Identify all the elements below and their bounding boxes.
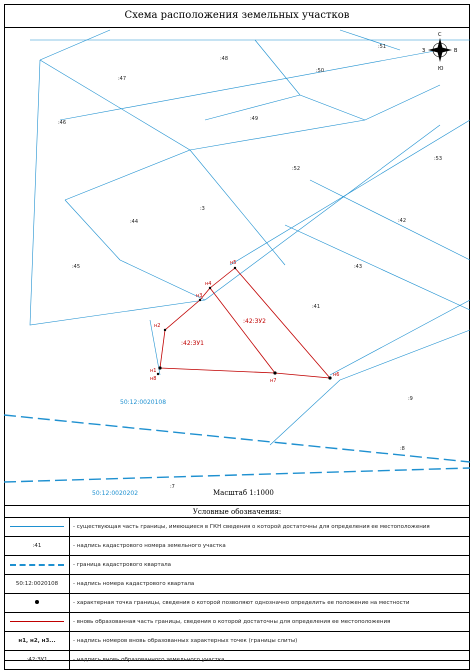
- boundary: [330, 300, 470, 375]
- parcel-label: :46: [58, 120, 67, 126]
- boundary: [285, 225, 470, 310]
- legend-row: [5, 632, 470, 651]
- parcel-label: :44: [130, 219, 139, 225]
- parcel-label: :48: [220, 56, 229, 62]
- point-h1: [158, 366, 161, 369]
- legend-row: [5, 518, 470, 537]
- existing-line-symbol: [10, 526, 64, 527]
- parcel-label: :50: [316, 68, 325, 74]
- legend-row: [5, 651, 470, 670]
- legend-symbol: [5, 556, 70, 575]
- point-h2: [164, 329, 166, 331]
- point-label: н6: [333, 372, 340, 378]
- boundary: [270, 380, 340, 445]
- point-label: н5: [230, 260, 237, 266]
- block-number: 50:12:0020202: [92, 490, 139, 497]
- parcel-label: :49: [250, 116, 259, 122]
- parcel-label: :45: [72, 264, 81, 270]
- legend-text: - характерная точка границы, сведения о которой позволяют однозначно определить ее положение на местности: [70, 594, 470, 613]
- block-number: 50:12:0020108: [120, 399, 167, 406]
- legend: [4, 505, 470, 661]
- parcel-label: :47: [118, 76, 127, 82]
- legend-row: [5, 594, 470, 613]
- legend-symbol: 50:12:0020108: [5, 575, 70, 594]
- new-parcel-label: :42:ЗУ2: [243, 318, 266, 325]
- legend-row: [5, 556, 470, 575]
- legend-row: [5, 537, 470, 556]
- compass-needle-horizontal: [428, 47, 452, 53]
- legend-row: [5, 613, 470, 632]
- point-label: н1: [150, 368, 157, 374]
- compass-n: С: [438, 32, 442, 38]
- parcel-label: :8: [400, 446, 405, 452]
- parcel-label: :43: [354, 264, 363, 270]
- parcel-label: :9: [408, 396, 413, 402]
- boundary: [60, 50, 440, 120]
- boundary: [65, 200, 120, 260]
- legend-row: [5, 575, 470, 594]
- legend-text: - существующая часть границы, имеющиеся в ГКН сведения о которой достаточны для определения ее местоположения: [70, 518, 470, 537]
- legend-text: - надпись номеров вновь образованных характерных точек (границы слиты): [70, 632, 470, 651]
- point-label: н3: [196, 293, 203, 299]
- boundary: [30, 60, 205, 325]
- point-h8: [157, 373, 159, 375]
- point-symbol: [35, 600, 39, 604]
- legend-text: - граница кадастрового квартала: [70, 556, 470, 575]
- compass-w: З: [422, 48, 426, 54]
- boundary: [65, 150, 285, 265]
- point-h5: [234, 267, 236, 269]
- point-h4: [209, 287, 211, 289]
- boundary: [40, 30, 110, 60]
- legend-symbol: [5, 613, 70, 632]
- block-border: [4, 415, 470, 462]
- boundary: [255, 40, 365, 120]
- legend-symbol: [5, 518, 70, 537]
- point-label: н7: [270, 378, 277, 384]
- legend-symbol: :42:ЗУ1: [5, 651, 70, 670]
- compass-s: Ю: [438, 66, 444, 72]
- point-h6: [328, 376, 331, 379]
- north-arrow: [422, 32, 458, 72]
- legend-text: - вновь образованная часть границы, сведения о которой достаточны для определения ее местоположения: [70, 613, 470, 632]
- parcel-label: :7: [170, 484, 175, 490]
- legend-text: - надпись кадастрового номера земельного участка: [70, 537, 470, 556]
- point-label: н8: [150, 376, 157, 382]
- parcel-label: :42: [398, 218, 407, 224]
- parcel-label: :3: [200, 206, 205, 212]
- parcel-label: :52: [292, 166, 301, 172]
- point-h3: [199, 299, 201, 301]
- legend-symbol: [5, 594, 70, 613]
- boundary: [40, 60, 190, 150]
- point-h7: [273, 371, 276, 374]
- new-boundary: [210, 288, 275, 373]
- boundary: [190, 85, 440, 150]
- boundary: [120, 260, 205, 300]
- block-border: [4, 468, 470, 482]
- legend-symbol: :41: [5, 537, 70, 556]
- legend-table: [4, 517, 470, 670]
- parcel-label: :51: [378, 44, 387, 50]
- parcel-label: :41: [312, 304, 321, 310]
- legend-text: - надпись номера кадастрового квартала: [70, 575, 470, 594]
- boundary: [310, 180, 470, 260]
- point-label: н2: [154, 323, 161, 329]
- existing-boundaries: [30, 30, 470, 445]
- scale-label: Масштаб 1:1000: [213, 489, 274, 497]
- legend-title: Условные обозначения:: [4, 505, 470, 517]
- compass-e: В: [454, 48, 458, 54]
- legend-symbol: н1, н2, н3...: [5, 632, 70, 651]
- new-line-symbol: [10, 621, 64, 622]
- parcel-label: :53: [434, 156, 443, 162]
- block-border-symbol: [10, 564, 64, 566]
- boundary: [230, 120, 470, 265]
- boundary: [340, 330, 470, 380]
- map-title: Схема расположения земельных участков: [4, 4, 470, 28]
- legend-text: - надпись вновь образованного земельного участка: [70, 651, 470, 670]
- new-parcel-label: :42:ЗУ1: [181, 340, 204, 347]
- point-label: н4: [205, 281, 212, 287]
